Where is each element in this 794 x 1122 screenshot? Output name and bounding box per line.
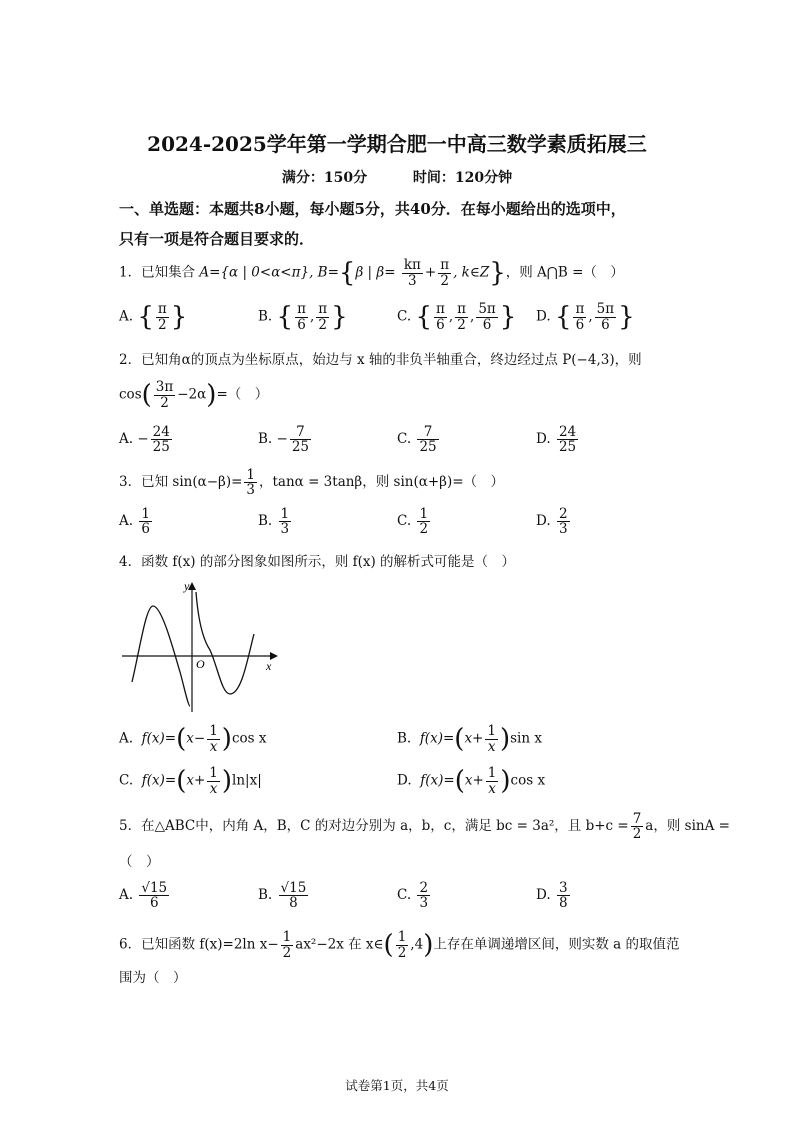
q4-option-d: D. f(x)=(x+ $\frac{1}{x}$ )cos x xyxy=(397,765,546,797)
q3-option-d: D. $\frac{2}{3}$ xyxy=(536,506,568,538)
question-5: 5．在△ABC中，内角 A，B，C 的对边分别为 a，b，c，满足 bc = 3a²，且 b+c = $\frac{7}{2}$ a，则 sinA = xyxy=(119,811,730,843)
q5-option-a: A. $\frac{√15}{6}$ xyxy=(119,880,168,912)
curve-right xyxy=(196,592,254,694)
question-1: 1．已知集合 A={α | 0<α<π}, B={β | β= $\frac{k\pi}{3}$ + $\frac{\pi}{2}$ , k∈Z}，则 A⋂B =（ ） xyxy=(119,257,624,289)
q2-option-d: D. $\frac{24}{25}$ xyxy=(536,424,577,456)
exam-info xyxy=(0,167,794,187)
question-6: 6．已知函数 f(x)=2ln x− $\frac{1}{2}$ ax²−2x 在 x∈( $\frac{1}{2}$ ,4)上存在单调递增区间，则实数 a 的取值范 xyxy=(119,929,680,961)
question-2: 2．已知角α的顶点为坐标原点，始边与 x 轴的非负半轴重合，终边经过点 P(−4,3)，则 xyxy=(119,352,642,368)
q3-option-a: A. $\frac{1}{6}$ xyxy=(119,506,150,538)
q5-option-c: C. $\frac{2}{3}$ xyxy=(397,880,429,912)
q2-option-c: C. $\frac{7}{25}$ xyxy=(397,424,437,456)
q5-option-d: D. $\frac{3}{8}$ xyxy=(536,880,568,912)
q2-option-a: A. − $\frac{24}{25}$ xyxy=(119,424,170,456)
q5-option-b: B. $\frac{√15}{8}$ xyxy=(258,880,307,912)
full-score: 满分：150分 xyxy=(281,170,368,186)
function-graph xyxy=(118,578,283,716)
q4-option-c: C. f(x)=(x+ $\frac{1}{x}$ )ln|x| xyxy=(119,765,262,797)
q2-option-b: B. − $\frac{7}{25}$ xyxy=(258,424,310,456)
origin-label: O xyxy=(196,657,205,671)
q1-option-b: B. { $\frac{\pi}{6}$ , $\frac{\pi}{2}$ } xyxy=(258,301,348,333)
question-3: 3．已知 sin(α−β)= $\frac{1}{3}$ ，tanα = 3tanβ，则 sin(α+β)=（ ） xyxy=(119,467,505,499)
time-limit: 时间：120分钟 xyxy=(412,170,513,186)
x-label: x xyxy=(266,659,272,673)
q4-option-b: B. f(x)=(x+ $\frac{1}{x}$ )sin x xyxy=(397,723,542,755)
question-6-line2: 围为（ ） xyxy=(119,970,187,986)
q3-option-b: B. $\frac{1}{3}$ xyxy=(258,506,290,538)
page-title: 2024-2025学年第一学期合肥一中高三数学素质拓展三 xyxy=(147,132,647,156)
q1-option-c: C. { $\frac{\pi}{6}$ , $\frac{\pi}{2}$ , $\frac{5\pi}{6}$ } xyxy=(397,301,517,333)
page-footer: 试卷第1页，共4页 xyxy=(345,1078,449,1093)
q1-option-a: A. { $\frac{\pi}{2}$ } xyxy=(119,301,188,333)
question-2-expression: cos( $\frac{3\pi}{2}$ −2α)=（ ） xyxy=(119,379,269,411)
section-heading-line2: 只有一项是符合题目要求的． xyxy=(119,230,315,248)
question-5-line2: （ ） xyxy=(119,854,160,870)
section-heading-line1: 一、单选题：本题共8小题，每小题5分，共40分．在每小题给出的选项中， xyxy=(119,200,626,218)
y-label: y xyxy=(184,579,190,593)
question-4: 4．函数 f(x) 的部分图象如图所示，则 f(x) 的解析式可能是（ ） xyxy=(119,554,516,570)
q3-option-c: C. $\frac{1}{2}$ xyxy=(397,506,429,538)
q1-option-d: D. { $\frac{\pi}{6}$ , $\frac{5\pi}{6}$ } xyxy=(536,301,635,333)
q4-option-a: A. f(x)=(x− $\frac{1}{x}$ )cos x xyxy=(119,723,267,755)
